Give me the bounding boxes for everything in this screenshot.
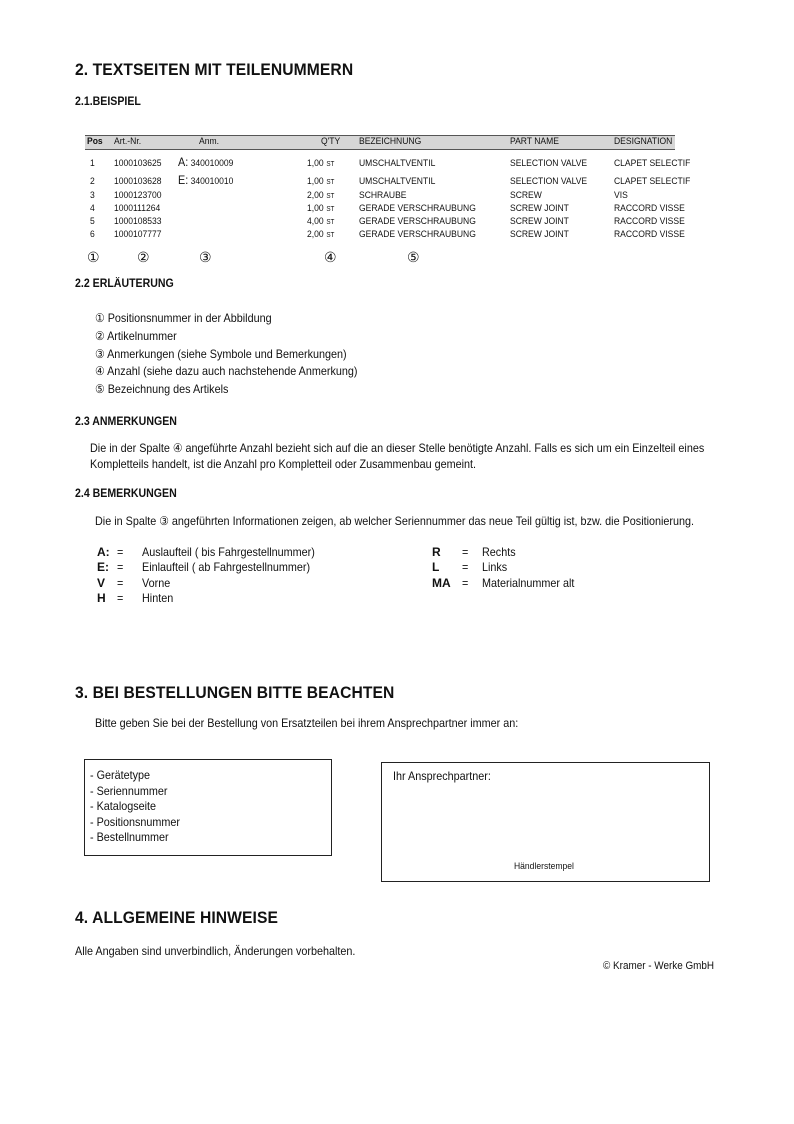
marker-2: ②	[137, 249, 150, 265]
list-item	[95, 382, 357, 400]
cell-art: 1000103628	[114, 176, 162, 187]
explanation-list	[95, 311, 387, 400]
cell-des: CLAPET SELECTIF	[614, 176, 691, 187]
cell-des: RACCORD VISSE	[614, 203, 685, 214]
ordering-info-box	[84, 759, 332, 856]
cell-qty: 1,00	[307, 203, 324, 214]
cell-anm-letter: A:	[178, 155, 189, 169]
cell-pos: 4	[90, 203, 95, 214]
cell-qty: 1,00	[307, 158, 324, 169]
parts-table-header	[85, 135, 675, 150]
subsection-2-2-title: 2.2 ERLÄUTERUNG	[75, 278, 174, 290]
ordering-intro: Bitte geben Sie bei der Bestellung von Ersatzteilen bei ihrem Ansprechpartner immer an:	[95, 716, 519, 730]
list-item: - Katalogseite	[90, 799, 157, 813]
header-qty: Q'TY	[321, 136, 341, 147]
marker-1: ①	[87, 249, 100, 265]
header-art: Art.-Nr.	[114, 136, 142, 147]
circle-marker: ⑤	[95, 382, 105, 397]
cell-des: RACCORD VISSE	[614, 216, 685, 227]
cell-qty: 2,00	[307, 190, 324, 201]
marker-3: ③	[199, 249, 212, 265]
cell-pos: 3	[90, 190, 95, 201]
anmerkungen-line-1: Die in der Spalte ④ angeführte Anzahl bezieht sich auf die an dieser Stelle benötigte Anzahl. Falls es sich um ein Einzelteil eines	[90, 441, 705, 455]
header-anm: Anm.	[199, 136, 219, 147]
symbol-text: Hinten	[142, 590, 174, 605]
header-bez: BEZEICHNUNG	[359, 136, 422, 147]
cell-unit: ST	[326, 232, 335, 239]
marker-4: ④	[324, 249, 337, 265]
symbol-eq: =	[462, 545, 469, 559]
symbol-text: Auslaufteil ( bis Fahrgestellnummer)	[142, 545, 315, 559]
symbol-key: E:	[97, 560, 109, 575]
list-item: - Bestellnummer	[90, 830, 169, 844]
explanation-text: Artikelnummer	[107, 328, 177, 343]
cell-anm-letter: E:	[178, 173, 189, 187]
symbol-eq: =	[117, 590, 124, 605]
cell-pos: 5	[90, 216, 95, 227]
symbol-text: Materialnummer alt	[482, 575, 575, 590]
cell-part: SCREW JOINT	[510, 203, 569, 214]
cell-pos: 2	[90, 176, 95, 187]
symbol-key: L	[432, 560, 440, 575]
header-pos: Pos	[87, 136, 103, 147]
cell-des: VIS	[614, 190, 628, 201]
cell-part: SCREW JOINT	[510, 229, 569, 240]
cell-bez: GERADE VERSCHRAUBUNG	[359, 203, 476, 214]
symbol-text: Einlaufteil ( ab Fahrgestellnummer)	[142, 560, 311, 575]
subsection-2-3-title: 2.3 ANMERKUNGEN	[75, 416, 177, 428]
cell-des: CLAPET SELECTIF	[614, 158, 691, 169]
cell-part: SCREW	[510, 190, 542, 201]
dealer-contact-box	[381, 762, 710, 882]
circle-marker: ①	[95, 311, 105, 325]
symbol-eq: =	[462, 575, 469, 590]
stamp-label: Händlerstempel	[514, 861, 574, 872]
cell-anm-num: 340010010	[190, 176, 234, 187]
list-item	[95, 311, 357, 329]
section-4-title: 4. ALLGEMEINE HINWEISE	[75, 908, 279, 927]
subsection-2-4-title: 2.4 BEMERKUNGEN	[75, 488, 177, 500]
contact-label: Ihr Ansprechpartner:	[393, 769, 491, 783]
symbol-key: V	[97, 575, 106, 590]
cell-pos: 6	[90, 229, 95, 240]
explanation-text: Positionsnummer in der Abbildung	[107, 311, 272, 325]
cell-unit: ST	[326, 161, 335, 168]
header-des: DESIGNATION	[614, 136, 673, 147]
cell-bez: UMSCHALTVENTIL	[359, 158, 436, 169]
symbol-key: H	[97, 590, 106, 605]
cell-bez: SCHRAUBE	[359, 190, 407, 201]
symbol-key: A:	[97, 545, 110, 559]
bemerkungen-text: Die in Spalte ③ angeführten Informationen zeigen, ab welcher Seriennummer das neue Teil gültig ist, bzw. die Positionierung.	[95, 514, 695, 528]
general-notes-text: Alle Angaben sind unverbindlich, Änderungen vorbehalten.	[75, 944, 356, 958]
cell-qty: 4,00	[307, 216, 324, 227]
symbol-text: Rechts	[482, 545, 516, 559]
list-item	[95, 347, 357, 365]
list-item: - Positionsnummer	[90, 814, 181, 829]
cell-unit: ST	[326, 179, 335, 186]
cell-art: 1000108533	[114, 216, 162, 227]
symbol-key: R	[432, 545, 441, 559]
cell-art: 1000103625	[114, 158, 162, 169]
copyright: © Kramer - Werke GmbH	[603, 960, 715, 972]
cell-unit: ST	[326, 206, 335, 213]
circle-marker: ④	[95, 364, 105, 379]
cell-qty: 2,00	[307, 229, 324, 240]
cell-anm-num: 340010009	[190, 158, 234, 169]
cell-bez: GERADE VERSCHRAUBUNG	[359, 216, 476, 227]
symbol-text: Links	[482, 560, 508, 575]
cell-art: 1000107777	[114, 229, 162, 240]
subsection-2-1-title: 2.1.BEISPIEL	[75, 96, 141, 108]
symbol-key: MA	[432, 575, 451, 590]
symbol-eq: =	[462, 560, 469, 575]
cell-art: 1000123700	[114, 190, 162, 201]
symbol-text: Vorne	[142, 575, 171, 590]
cell-pos: 1	[90, 158, 95, 169]
cell-qty: 1,00	[307, 176, 324, 187]
list-item: - Gerätetype	[90, 768, 151, 782]
cell-des: RACCORD VISSE	[614, 229, 685, 240]
cell-part: SELECTION VALVE	[510, 158, 588, 169]
explanation-text: Bezeichnung des Artikels	[107, 382, 229, 397]
cell-bez: UMSCHALTVENTIL	[359, 176, 436, 187]
header-part: PART NAME	[510, 136, 559, 147]
cell-art: 1000111264	[114, 203, 161, 214]
marker-5: ⑤	[407, 249, 420, 265]
list-item	[95, 364, 357, 382]
ordering-list	[90, 768, 190, 846]
explanation-text: Anmerkungen (siehe Symbole und Bemerkungen)	[107, 346, 347, 361]
cell-unit: ST	[326, 219, 335, 226]
symbol-eq: =	[117, 545, 124, 559]
circle-marker: ③	[95, 346, 105, 361]
section-2-title: 2. TEXTSEITEN MIT TEILENUMMERN	[75, 60, 354, 79]
circle-marker: ②	[95, 328, 105, 343]
cell-part: SELECTION VALVE	[510, 176, 588, 187]
cell-unit: ST	[326, 193, 335, 200]
cell-part: SCREW JOINT	[510, 216, 569, 227]
cell-bez: GERADE VERSCHRAUBUNG	[359, 229, 476, 240]
symbol-eq: =	[117, 560, 124, 575]
explanation-text: Anzahl (siehe dazu auch nachstehende Anmerkung)	[107, 364, 358, 379]
anmerkungen-line-2: Kompletteils handelt, ist die Anzahl pro Kompletteil oder Zusammenbau gemeint.	[90, 457, 477, 471]
symbol-eq: =	[117, 575, 124, 590]
section-3-title: 3. BEI BESTELLUNGEN BITTE BEACHTEN	[75, 683, 395, 702]
list-item: - Seriennummer	[90, 783, 168, 798]
list-item	[95, 329, 357, 347]
